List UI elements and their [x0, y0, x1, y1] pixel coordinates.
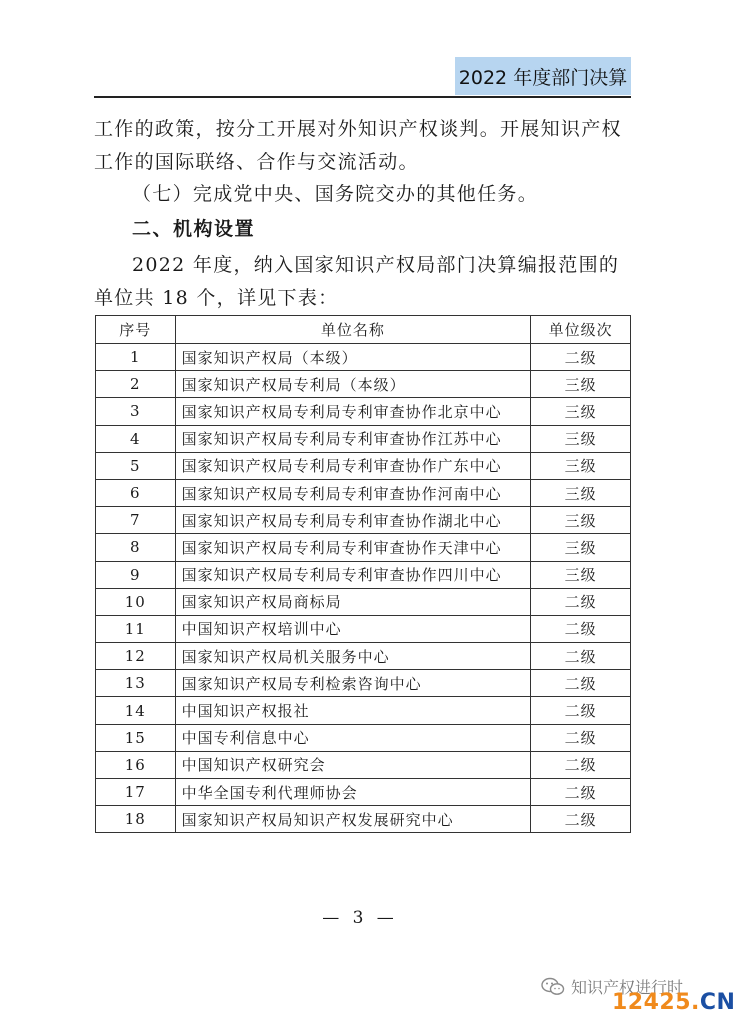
cell-unit-level: 二级 — [531, 643, 631, 670]
cell-unit-level: 三级 — [531, 561, 631, 588]
cell-no: 18 — [96, 806, 176, 833]
page-number: — 3 — — [322, 908, 398, 928]
cell-unit-level: 二级 — [531, 615, 631, 642]
cell-unit-name: 中国专利信息中心 — [175, 724, 531, 751]
cell-unit-level: 二级 — [531, 697, 631, 724]
site-logo-number: 12425 — [612, 990, 692, 1015]
table-row — [96, 398, 631, 425]
cell-no: 14 — [96, 697, 176, 724]
cell-no: 6 — [96, 479, 176, 506]
watermark-text: 知识产权进行时 — [571, 978, 684, 997]
report-title-tag: 2022 年度部门决算 — [455, 57, 631, 95]
table-row — [96, 779, 631, 806]
cell-unit-level: 三级 — [531, 507, 631, 534]
table-row — [96, 751, 631, 778]
cell-no: 3 — [96, 398, 176, 425]
header-name: 单位名称 — [175, 316, 531, 344]
cell-no: 15 — [96, 724, 176, 751]
cell-unit-name: 国家知识产权局专利检索咨询中心 — [175, 670, 531, 697]
cell-unit-name: 国家知识产权局机关服务中心 — [175, 643, 531, 670]
cell-no: 7 — [96, 507, 176, 534]
cell-unit-name: 中国知识产权报社 — [175, 697, 531, 724]
header-no: 序号 — [96, 316, 176, 344]
paragraph-item-seven: （七）完成党中央、国务院交办的其他任务。 — [132, 183, 539, 205]
cell-no: 5 — [96, 452, 176, 479]
table-row — [96, 670, 631, 697]
site-logo-tld: CN — [699, 990, 735, 1015]
cell-unit-level: 三级 — [531, 479, 631, 506]
cell-unit-name: 国家知识产权局商标局 — [175, 588, 531, 615]
cell-unit-name: 国家知识产权局（本级） — [175, 344, 531, 371]
cell-unit-name: 国家知识产权局专利局专利审查协作广东中心 — [175, 452, 531, 479]
table-row — [96, 724, 631, 751]
cell-unit-level: 三级 — [531, 398, 631, 425]
cell-no: 8 — [96, 534, 176, 561]
cell-no: 10 — [96, 588, 176, 615]
cell-no: 2 — [96, 371, 176, 398]
table-row — [96, 561, 631, 588]
cell-unit-name: 国家知识产权局专利局专利审查协作天津中心 — [175, 534, 531, 561]
site-logo — [612, 990, 735, 1015]
section-heading: 二、机构设置 — [132, 218, 256, 240]
cell-unit-name: 国家知识产权局专利局专利审查协作四川中心 — [175, 561, 531, 588]
table-row — [96, 534, 631, 561]
table-body — [96, 344, 631, 833]
cell-unit-level: 二级 — [531, 724, 631, 751]
cell-unit-level: 二级 — [531, 751, 631, 778]
header-level: 单位级次 — [531, 316, 631, 344]
table-row — [96, 452, 631, 479]
table-row — [96, 425, 631, 452]
table-row — [96, 479, 631, 506]
cell-no: 11 — [96, 615, 176, 642]
table-header-row — [96, 316, 631, 344]
cell-unit-name: 国家知识产权局专利局专利审查协作江苏中心 — [175, 425, 531, 452]
cell-no: 12 — [96, 643, 176, 670]
cell-no: 9 — [96, 561, 176, 588]
paragraph-duties-end: 工作的政策，按分工开展对外知识产权谈判。开展知识产权工作的国际联络、合作与交流活动。 — [94, 118, 622, 173]
cell-unit-name: 国家知识产权局专利局（本级） — [175, 371, 531, 398]
table-row — [96, 588, 631, 615]
cell-unit-level: 二级 — [531, 344, 631, 371]
cell-no: 1 — [96, 344, 176, 371]
cell-unit-name: 中华全国专利代理师协会 — [175, 779, 531, 806]
cell-unit-name: 中国知识产权培训中心 — [175, 615, 531, 642]
header-rule — [94, 96, 631, 98]
cell-unit-level: 三级 — [531, 425, 631, 452]
cell-unit-level: 三级 — [531, 452, 631, 479]
site-logo-dot: . — [691, 990, 700, 1015]
cell-no: 4 — [96, 425, 176, 452]
cell-unit-level: 二级 — [531, 779, 631, 806]
cell-unit-level: 三级 — [531, 534, 631, 561]
paragraph-units-intro: 2022 年度，纳入国家知识产权局部门决算编报范围的单位共 18 个，详见下表： — [94, 254, 620, 309]
cell-unit-name: 国家知识产权局知识产权发展研究中心 — [175, 806, 531, 833]
cell-unit-level: 二级 — [531, 670, 631, 697]
cell-unit-name: 中国知识产权研究会 — [175, 751, 531, 778]
table-row — [96, 806, 631, 833]
table-row — [96, 697, 631, 724]
cell-unit-level: 二级 — [531, 806, 631, 833]
table-row — [96, 643, 631, 670]
wechat-icon — [541, 977, 565, 997]
cell-unit-name: 国家知识产权局专利局专利审查协作湖北中心 — [175, 507, 531, 534]
table-row — [96, 371, 631, 398]
table-row — [96, 507, 631, 534]
table-row — [96, 344, 631, 371]
cell-unit-name: 国家知识产权局专利局专利审查协作河南中心 — [175, 479, 531, 506]
units-table — [95, 315, 631, 833]
cell-no: 17 — [96, 779, 176, 806]
cell-unit-level: 三级 — [531, 371, 631, 398]
cell-no: 13 — [96, 670, 176, 697]
cell-unit-level: 二级 — [531, 588, 631, 615]
cell-no: 16 — [96, 751, 176, 778]
table-row — [96, 615, 631, 642]
cell-unit-name: 国家知识产权局专利局专利审查协作北京中心 — [175, 398, 531, 425]
